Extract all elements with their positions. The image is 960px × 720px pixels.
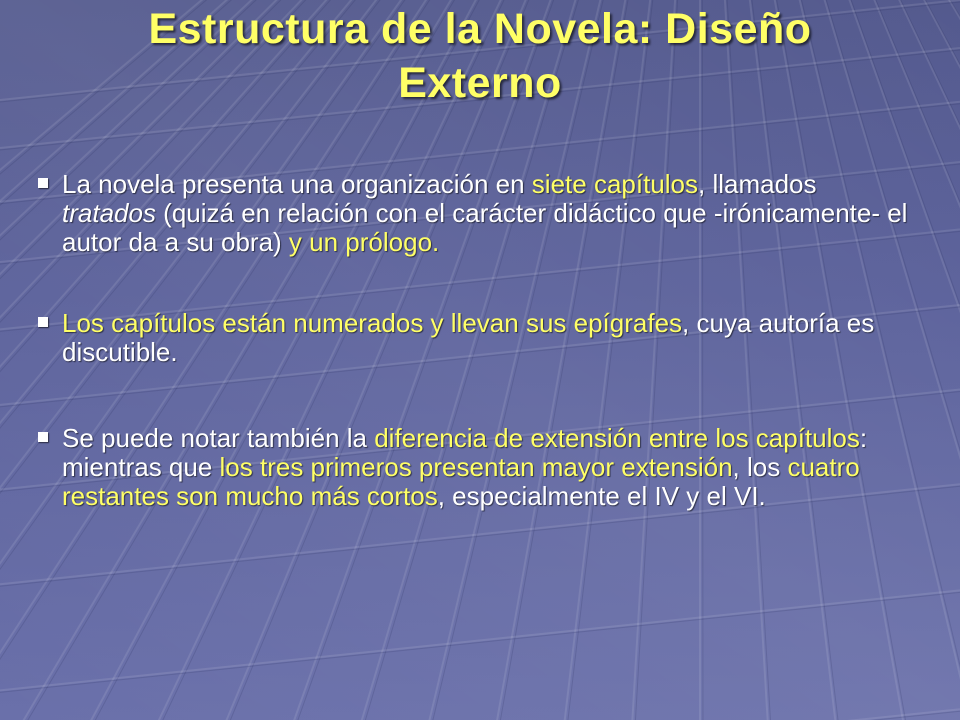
bullet-item (36, 170, 916, 257)
highlighted-text: y un prólogo. (288, 227, 440, 257)
highlighted-text: diferencia de extensión entre los capítulos (374, 423, 860, 453)
highlighted-text: cuatro restantes son mucho más cortos (62, 452, 860, 511)
body-text: , llamados (698, 169, 817, 199)
body-text: , especialmente el IV y el VI. (437, 481, 766, 511)
bullet-list (36, 170, 916, 563)
bullet-item (36, 309, 916, 367)
highlighted-text: los tres primeros presentan mayor extensión (219, 452, 733, 482)
highlighted-text: siete capítulos (531, 169, 699, 199)
body-text: , los (732, 452, 788, 482)
slide-title-line-2: Externo (398, 59, 562, 107)
bullet-item (36, 424, 916, 511)
square-bullet-icon (38, 178, 48, 188)
slide-title (40, 2, 920, 110)
square-bullet-icon (38, 432, 48, 442)
italic-text: tratados (62, 198, 156, 228)
body-text: , cuya autoría es discutible. (62, 308, 875, 367)
body-text: Se puede notar también la (62, 423, 375, 453)
body-text: (quizá en relación con el carácter didáctico que -irónicamente- el autor da a su obra) (62, 198, 908, 257)
body-text: : mientras que (62, 423, 868, 482)
highlighted-text: Los capítulos están numerados y llevan sus epígrafes (62, 308, 683, 338)
body-text: La novela presenta una organización en (62, 169, 532, 199)
slide-title-line-1: Estructura de la Novela: Diseño (148, 5, 812, 53)
square-bullet-icon (38, 317, 48, 327)
